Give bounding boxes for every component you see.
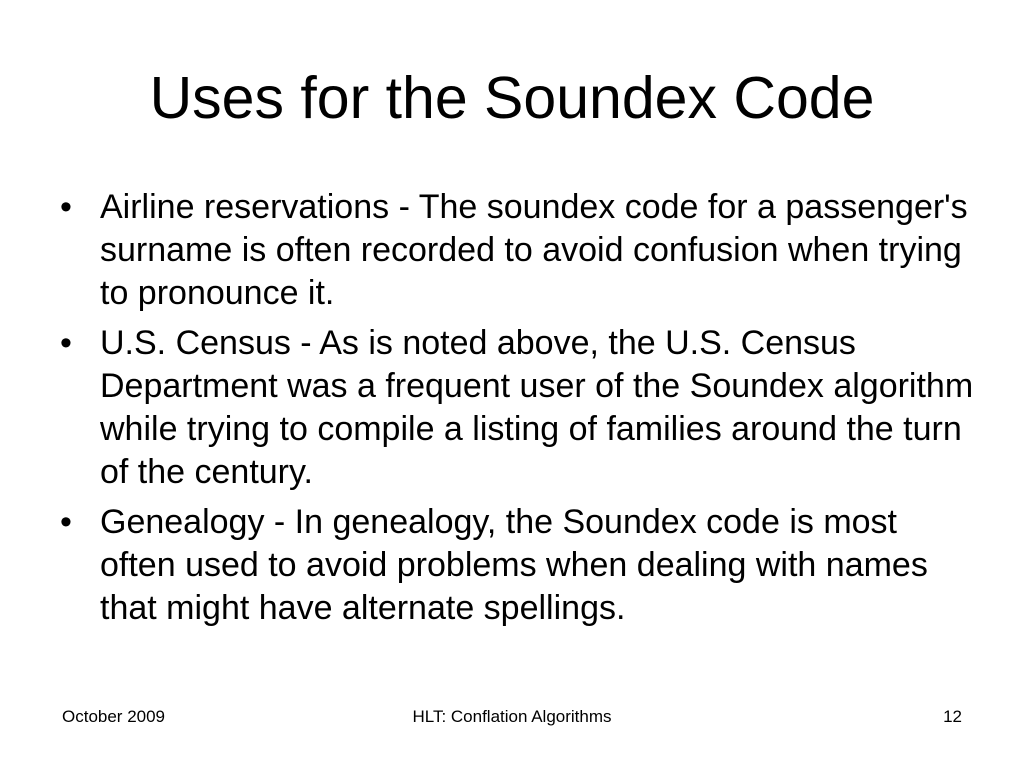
bullet-list xyxy=(56,186,976,637)
bullet-marker: • xyxy=(60,324,72,362)
footer-date: October 2009 xyxy=(62,707,166,726)
footer-title: HLT: Conflation Algorithms xyxy=(412,707,612,726)
bullet-text: U.S. Census - As is noted above, the U.S. Census Department was a frequent user of the Soundex algorithm while trying to compile a listing of families around the turn of the century. xyxy=(100,324,974,491)
bullet-item xyxy=(56,186,976,315)
slide-title: Uses for the Soundex Code xyxy=(149,65,875,131)
slide-number: 12 xyxy=(943,707,962,726)
bullet-marker: • xyxy=(60,503,72,541)
bullet-text: Genealogy - In genealogy, the Soundex code is most often used to avoid problems when dealing with names that might have alternate spellings. xyxy=(100,503,928,627)
bullet-item xyxy=(56,322,976,494)
bullet-marker: • xyxy=(60,188,72,226)
bullet-item xyxy=(56,501,976,630)
bullet-text: Airline reservations - The soundex code for a passenger's surname is often recorded to avoid confusion when trying to pronounce it. xyxy=(100,188,968,312)
